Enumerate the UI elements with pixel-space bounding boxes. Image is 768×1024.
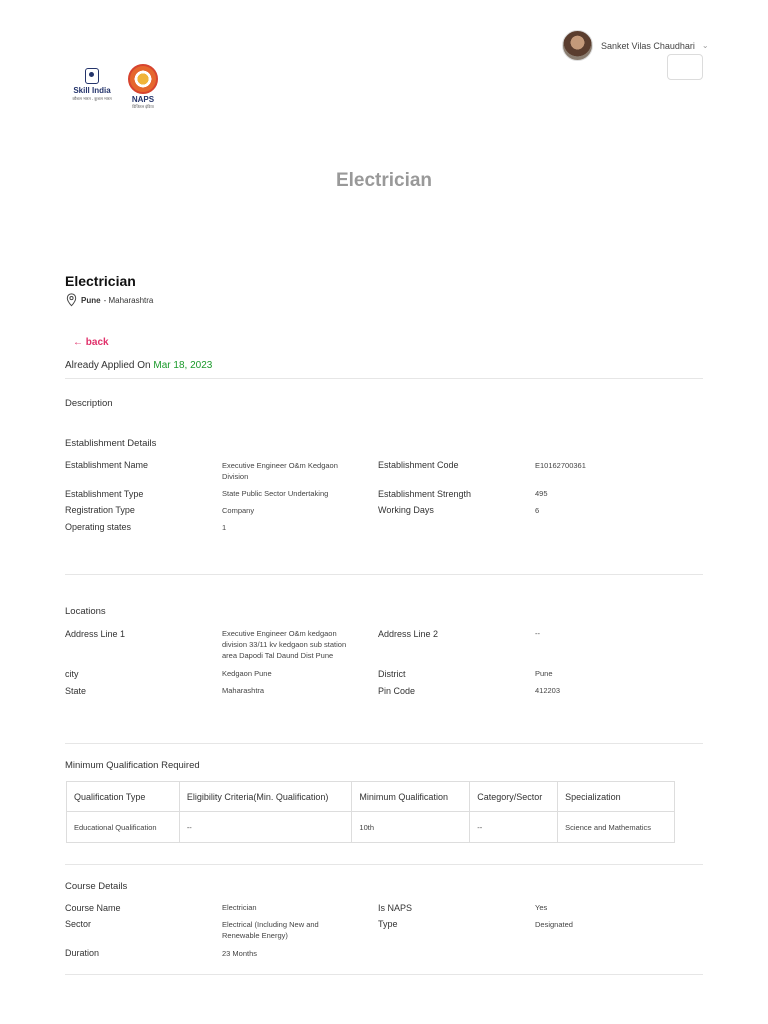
district-label: District	[378, 669, 406, 679]
divider	[65, 574, 703, 575]
divider	[65, 864, 703, 865]
course-name-value: Electrician	[222, 903, 257, 912]
applied-status	[65, 360, 212, 371]
sector-value	[222, 919, 319, 941]
operating-states-label: Operating states	[65, 522, 132, 532]
establishment-strength-value: 495	[535, 489, 548, 498]
city-label: city	[65, 669, 79, 679]
establishment-title: Establishment Details	[65, 438, 157, 449]
address-line2-value: --	[535, 629, 540, 638]
working-days-value: 6	[535, 506, 540, 515]
establishment-type-label: Establishment Type	[65, 489, 144, 499]
registration-type-value: Company	[222, 506, 255, 515]
address-line1-value	[222, 628, 346, 661]
establishment-type-value: State Public Sector Undertaking	[222, 489, 329, 498]
user-name[interactable]: Sanket Vilas Chaudhari	[601, 40, 695, 51]
chevron-down-icon[interactable]: ⌄	[701, 41, 709, 50]
description-title: Description	[65, 398, 113, 409]
establishment-name-line1: Executive Engineer O&m Kedgaon	[222, 461, 338, 470]
establishment-code-label: Establishment Code	[378, 460, 459, 470]
establishment-strength-label: Establishment Strength	[378, 489, 472, 499]
skill-india-logo-title: Skill India	[73, 86, 111, 95]
address-line1-part2: division 33/11 kv kedgaon sub station	[222, 640, 347, 649]
sector-label: Sector	[65, 919, 92, 929]
pin-code-value: 412203	[535, 686, 561, 695]
naps-logo-tagline: डिजिटल इंडिया	[132, 104, 154, 109]
column-header: Eligibility Criteria(Min. Qualification)	[179, 782, 352, 812]
sector-line1: Electrical (Including New and	[222, 920, 319, 929]
table-cell: Educational Qualification	[67, 812, 180, 843]
state-label: State	[65, 686, 87, 696]
establishment-code-value: E10162700361	[535, 461, 586, 470]
table-row	[67, 812, 675, 843]
column-header: Qualification Type	[67, 782, 180, 812]
column-header: Specialization	[558, 782, 675, 812]
establishment-name-label: Establishment Name	[65, 460, 149, 470]
applied-date: Mar 18, 2023	[153, 360, 213, 371]
table-cell: Science and Mathematics	[558, 812, 675, 843]
skill-india-logo[interactable]	[68, 68, 116, 108]
top-bar	[0, 0, 768, 120]
table-cell: 10th	[352, 812, 470, 843]
job-title: Electrician	[65, 273, 136, 289]
locations-title: Locations	[65, 606, 106, 617]
establishment-name-value	[222, 460, 338, 482]
job-state: - Maharashtra	[103, 295, 154, 305]
working-days-label: Working Days	[378, 505, 434, 515]
address-line1-label: Address Line 1	[65, 629, 126, 639]
address-line1-part1: Executive Engineer O&m kedgaon	[222, 629, 337, 638]
divider	[65, 378, 703, 379]
page-title: Electrician	[335, 170, 433, 191]
applied-prefix: Already Applied On	[65, 360, 151, 371]
back-link[interactable]: ← back	[73, 337, 109, 348]
address-line1-part3: area Dapodi Tal Daund Dist Pune	[222, 651, 334, 660]
pin-code-label: Pin Code	[378, 686, 416, 696]
table-cell: --	[470, 812, 558, 843]
column-header: Minimum Qualification	[352, 782, 470, 812]
course-type-label: Type	[378, 919, 398, 929]
duration-value: 23 Months	[222, 949, 258, 958]
job-city: Pune	[81, 295, 101, 305]
registration-type-label: Registration Type	[65, 505, 135, 515]
table-cell: --	[179, 812, 352, 843]
job-location	[66, 293, 153, 307]
naps-seal-icon	[128, 64, 158, 94]
establishment-name-line2: Division	[222, 472, 249, 481]
course-title: Course Details	[65, 881, 128, 892]
qualification-title: Minimum Qualification Required	[65, 760, 200, 771]
city-value: Kedgaon Pune	[222, 669, 272, 678]
is-naps-value: Yes	[535, 903, 548, 912]
sector-line2: Renewable Energy)	[222, 931, 288, 940]
address-line2-label: Address Line 2	[378, 629, 439, 639]
location-pin-icon	[66, 293, 77, 307]
table-header-row	[67, 782, 675, 812]
avatar[interactable]	[562, 30, 593, 61]
divider	[65, 743, 703, 744]
naps-logo[interactable]	[124, 64, 162, 110]
column-header: Category/Sector	[470, 782, 558, 812]
skill-india-logo-tagline: कौशल भारत - कुशल भारत	[72, 96, 112, 101]
is-naps-label: Is NAPS	[378, 903, 413, 913]
divider	[65, 974, 703, 975]
naps-logo-title: NAPS	[131, 95, 155, 104]
operating-states-value: 1	[222, 523, 227, 532]
duration-label: Duration	[65, 948, 100, 958]
course-name-label: Course Name	[65, 903, 121, 913]
district-value: Pune	[535, 669, 553, 678]
emblem-icon	[85, 68, 99, 84]
menu-toggle-button[interactable]	[667, 54, 703, 80]
qualification-table	[66, 781, 675, 843]
course-type-value: Designated	[535, 920, 573, 929]
state-value: Maharashtra	[222, 686, 265, 695]
